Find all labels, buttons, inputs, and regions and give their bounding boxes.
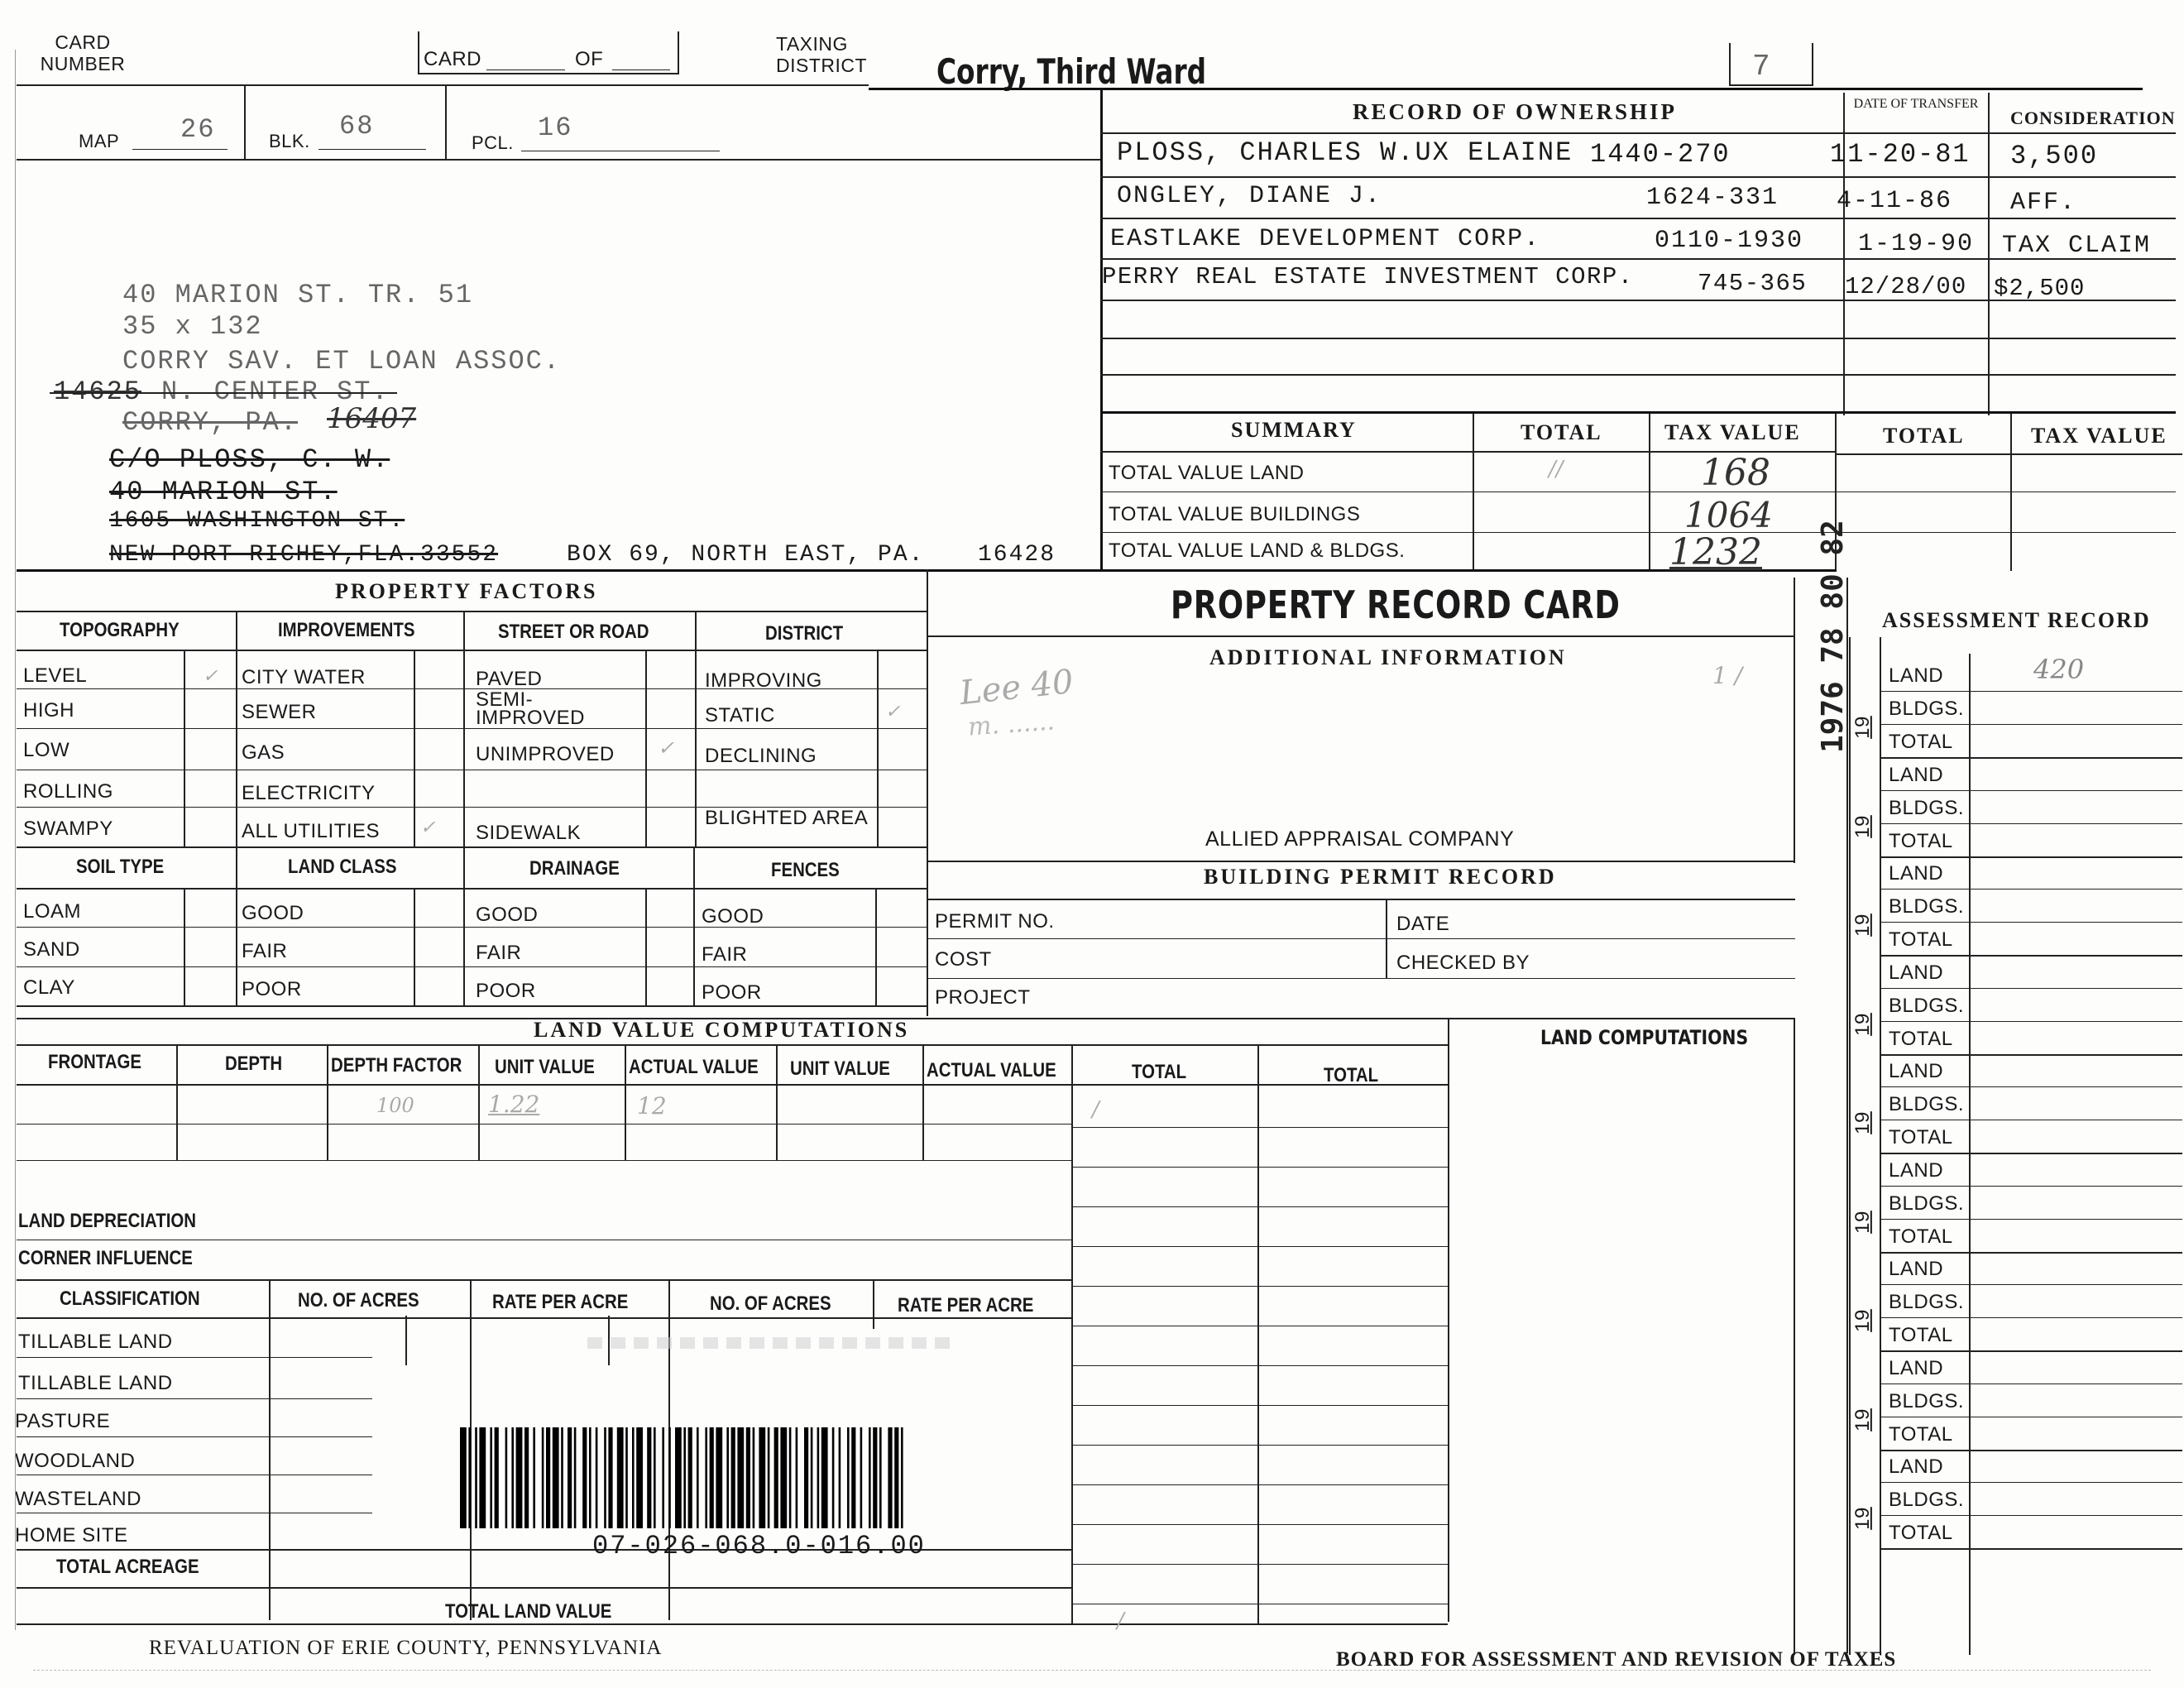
lv-unit-value-header-2: UNIT VALUE [790,1057,890,1080]
blk-label: BLK. [269,131,310,151]
barcode-bar [731,1427,735,1528]
assessment-total-label: TOTAL [1889,1225,1953,1248]
barcode-bar [710,1427,714,1528]
assessment-total-label: TOTAL [1889,829,1953,852]
owner-4: PERRY REAL ESTATE INVESTMENT CORP. [1102,263,1634,290]
additional-info-scribble: Lee 40 [957,662,1075,713]
barcode-bar [475,1427,477,1528]
barcode-bar [625,1427,628,1528]
barcode-bar [574,1427,577,1528]
summary-tax-value-3: 1232 [1669,531,1762,573]
permit-date-label: DATE [1396,913,1450,935]
barcode-bar [726,1427,729,1528]
deed-4: 745-365 [1698,270,1808,297]
owner-2: ONGLEY, DIANE J. [1117,182,1382,210]
topo-rolling: ROLLING [23,780,113,803]
imp-electricity: ELECTRICITY [242,782,376,804]
barcode-bar [468,1427,471,1528]
barcode-bar [568,1427,572,1528]
soil-type-header: SOIL TYPE [76,856,165,878]
ownership-title: RECORD OF OWNERSHIP [1353,99,1678,124]
permit-checked-by-label: CHECKED BY [1396,952,1530,974]
barcode-bar [668,1427,671,1528]
assessment-bldgs-label: BLDGS. [1889,1489,1965,1511]
summary-total-header: TOTAL [1521,420,1602,444]
assessment-year-prefix: 19 [1851,1111,1874,1134]
soil-sand: SAND [23,938,80,961]
assessment-land-label: LAND [1889,1158,1944,1182]
deed-2: 1624-331 [1646,184,1779,212]
allied-appraisal: ALLIED APPRAISAL COMPANY [1205,827,1515,851]
barcode-bar [774,1427,778,1528]
static-check: ✓ [885,702,901,722]
barcode-bar [780,1427,787,1528]
date-4: 12/28/00 [1845,273,1967,300]
assessment-year-prefix: 19 [1851,1012,1874,1036]
acres-header-2: NO. OF ACRES [710,1292,831,1315]
barcode-bar [524,1427,529,1528]
barcode-bar [804,1427,808,1528]
barcode-bar [511,1427,514,1528]
land-computation-rule [1071,1246,1448,1247]
first-land-value: 420 [2033,654,2085,685]
barcode-bar [796,1427,798,1528]
card-number-label: CARD NUMBER [40,31,126,74]
barcode-bar [746,1427,750,1528]
lv-total-header: TOTAL [1132,1061,1187,1083]
permit-title: BUILDING PERMIT RECORD [1204,865,1557,889]
land-computations-title: LAND COMPUTATIONS [1540,1026,1749,1049]
class-pasture: PASTURE [15,1410,111,1432]
topo-swampy: SWAMPY [23,818,113,840]
footer-right: BOARD FOR ASSESSMENT AND REVISION OF TAXES [1336,1648,1897,1671]
assessment-bldgs-label: BLDGS. [1889,1192,1965,1215]
assessment-bldgs-label: BLDGS. [1889,895,1965,918]
barcode-top-text [587,1337,951,1349]
permit-project-label: PROJECT [935,986,1031,1009]
consideration-2: AFF. [2010,189,2077,217]
land-class-poor: POOR [242,978,302,1000]
class-woodland: WOODLAND [15,1450,136,1472]
barcode-bar [811,1427,813,1528]
address-line-9: BOX 69, NORTH EAST, PA. [567,542,925,568]
barcode-bar [582,1427,587,1528]
property-factors-title: PROPERTY FACTORS [335,579,598,603]
assessment-total-label: TOTAL [1889,1422,1953,1446]
summary-tax-value-2: 1064 [1684,495,1773,535]
summary-title: SUMMARY [1231,418,1357,442]
lv-unit-value-header: UNIT VALUE [495,1056,595,1078]
street-sidewalk: SIDEWALK [476,822,582,844]
topo-low: LOW [23,739,70,761]
drainage-header: DRAINAGE [529,857,620,880]
land-computation-rule [1071,1405,1448,1406]
address-line-4-prefix: 14625 [54,376,142,407]
total-land-value-mark: / [1117,1609,1124,1633]
utilities-check: ✓ [420,818,436,838]
barcode-bar [604,1427,606,1528]
boxed-number-value: 7 [1752,50,1770,84]
barcode-bar [505,1427,508,1528]
lv-depth-factor-header: DEPTH FACTOR [331,1054,462,1077]
unimproved-check: ✓ [658,736,675,760]
summary-tax-value-1: 168 [1701,452,1770,494]
district-declining: DECLINING [705,745,817,767]
total-acreage-label: TOTAL ACREAGE [56,1556,199,1578]
street-header: STREET OR ROAD [498,621,649,643]
blk-value: 68 [339,111,375,141]
consideration-header: CONSIDERATION [2010,108,2176,128]
assessment-land-label: LAND [1889,763,1944,786]
barcode-bar [542,1427,544,1528]
land-computation-rule [1071,1206,1448,1207]
acres-header: NO. OF ACRES [298,1289,419,1312]
land-class-good: GOOD [242,902,304,924]
barcode-bar [479,1427,486,1528]
class-tillable-1: TILLABLE LAND [18,1331,173,1353]
fences-header: FENCES [771,859,840,881]
barcode-bar [533,1427,535,1528]
soil-clay: CLAY [23,976,75,999]
deed-1: 1440-270 [1590,139,1731,170]
pcl-value: 16 [538,113,573,143]
assessment-title: ASSESSMENT RECORD [1882,608,2151,632]
address-line-2: 35 x 132 [122,311,263,342]
additional-info-scribble-2: m. ...... [966,707,1056,742]
barcode-bar [789,1427,792,1528]
street-unimproved: UNIMPROVED [476,743,615,765]
address-line-5-zip: 16407 [327,402,417,435]
taxing-district-value: Corry, Third Ward [936,51,1207,92]
barcode-bar [860,1427,863,1528]
barcode-bar [894,1427,898,1528]
assessment-total-label: TOTAL [1889,731,1953,753]
address-line-7: 40 MARION ST. [109,477,338,507]
barcode-bar [632,1427,635,1528]
district-static: STATIC [705,704,775,727]
footer-left: REVALUATION OF ERIE COUNTY, PENNSYLVANIA [149,1637,663,1659]
assessment-total-label: TOTAL [1889,1027,1953,1050]
drainage-poor: POOR [476,980,536,1002]
assessment-land-label: LAND [1889,961,1944,984]
imp-gas: GAS [242,741,285,764]
topography-header: TOPOGRAPHY [60,619,180,641]
barcode-bar [546,1427,550,1528]
assessment-land-label: LAND [1889,862,1944,885]
summary-total-1: // [1549,457,1564,482]
barcode-bar [697,1427,699,1528]
summary-label-2: TOTAL VALUE BUILDINGS [1109,503,1361,525]
lv-total-header-2: TOTAL [1324,1064,1379,1086]
assessment-total-label: TOTAL [1889,1126,1953,1149]
consideration-4: $2,500 [1994,275,2086,302]
date-2: 4-11-86 [1837,187,1953,215]
class-wasteland: WASTELAND [15,1488,141,1510]
barcode-bar [617,1427,624,1528]
assessment-year-prefix: 19 [1851,914,1874,937]
lv-actual-value-header-2: ACTUAL VALUE [927,1059,1056,1081]
barcode-bar [561,1427,563,1528]
date-1: 11-20-81 [1830,139,1971,170]
assessment-year-prefix: 19 [1851,1210,1874,1234]
rate-header-2: RATE PER ACRE [898,1294,1034,1316]
taxing-district-label: TAXING DISTRICT [776,33,868,76]
barcode-bar [460,1427,467,1528]
district-improving: IMPROVING [705,669,822,692]
summary-label-1: TOTAL VALUE LAND [1109,462,1305,484]
summary-label-3: TOTAL VALUE LAND & BLDGS. [1109,539,1406,562]
assessment-total-label: TOTAL [1889,1522,1953,1544]
barcode-bar [821,1427,828,1528]
consideration-1: 3,500 [2010,141,2099,171]
barcode-bar [869,1427,871,1528]
imp-city-water: CITY WATER [242,666,366,688]
drainage-good: GOOD [476,904,539,926]
topo-level: LEVEL [23,664,88,687]
barcode-bar [495,1427,499,1528]
pcl-label: PCL. [472,132,514,153]
land-computation-rule [1071,1127,1448,1128]
barcode-bar [851,1427,855,1528]
permit-no-label: PERMIT NO. [935,910,1055,933]
assessment-land-label: LAND [1889,1356,1944,1379]
barcode-bar [683,1427,686,1528]
lv-scribble-3: 12 [637,1092,667,1120]
land-depreciation-label: LAND DEPRECIATION [18,1210,196,1232]
land-value-title: LAND VALUE COMPUTATIONS [534,1018,910,1042]
barcode-bar [737,1427,744,1528]
district-header: DISTRICT [765,622,844,645]
additional-info-title: ADDITIONAL INFORMATION [1209,645,1567,669]
address-line-5: CORRY, PA. [122,407,299,438]
summary-tax-value-header-2: TAX VALUE [2031,424,2167,448]
owner-1: PLOSS, CHARLES W.UX ELAINE [1117,137,1573,168]
topo-high: HIGH [23,699,74,722]
barcode-bar [553,1427,559,1528]
address-line-1: 40 MARION ST. TR. 51 [122,280,474,310]
lv-frontage-header: FRONTAGE [48,1051,141,1073]
lv-scribble-4: / [1092,1097,1099,1122]
drainage-fair: FAIR [476,942,522,964]
map-value: 26 [180,114,216,145]
date-3: 1-19-90 [1858,230,1975,258]
assessment-land-label: LAND [1889,1060,1944,1082]
barcode-bar [847,1427,850,1528]
barcode-bar [654,1427,656,1528]
barcode-bar [490,1427,492,1528]
assessment-year-prefix: 19 [1851,814,1874,838]
barcode-bar [753,1427,755,1528]
land-computation-rule [1071,1564,1448,1565]
additional-info-mark: 1 / [1712,662,1743,689]
class-home-site: HOME SITE [15,1524,128,1547]
land-class-fair: FAIR [242,940,288,962]
card-label: CARD [424,48,482,70]
permit-cost-label: COST [935,948,992,971]
barcode-bar [636,1427,643,1528]
barcode-bar [832,1427,835,1528]
fences-fair: FAIR [702,943,748,966]
boxed-number [1729,43,1813,86]
street-paved: PAVED [476,668,543,690]
fences-good: GOOD [702,905,764,928]
assessment-land-label: LAND [1889,1258,1944,1280]
barcode-bar [705,1427,707,1528]
date-of-transfer-header: DATE OF TRANSFER [1853,97,1979,111]
barcode-number: 07-026-068.0-016.00 [592,1531,926,1561]
address-line-9-struck: NEW PORT RICHEY,FLA.33552 [109,542,499,568]
land-computation-rule [1071,1524,1448,1525]
address-line-4: N. CENTER ST. [161,376,390,407]
barcode-bar [759,1427,765,1528]
owner-3: EASTLAKE DEVELOPMENT CORP. [1110,225,1541,253]
assessment-land-label: LAND [1889,664,1944,687]
address-line-6: C/O PLOSS, C. W. [109,444,390,475]
of-label: OF [575,48,604,70]
soil-loam: LOAM [23,900,82,923]
assessment-bldgs-label: BLDGS. [1889,1093,1965,1115]
assessment-bldgs-label: BLDGS. [1889,1389,1965,1412]
barcode-bar [608,1427,612,1528]
barcode-bar [675,1427,682,1528]
assessment-year-prefix: 19 [1851,1407,1874,1431]
total-land-value-label: TOTAL LAND VALUE [445,1600,612,1623]
barcode-bar [647,1427,651,1528]
level-check: ✓ [203,666,218,687]
map-label: MAP [79,131,120,151]
barcode-bar [879,1427,882,1528]
lv-scribble-2: 1.22 [488,1091,540,1118]
imp-all-utilities: ALL UTILITIES [242,820,380,842]
improvements-header: IMPROVEMENTS [278,619,415,641]
barcode-bar [839,1427,841,1528]
class-tillable-2: TILLABLE LAND [18,1372,173,1394]
district-blighted: BLIGHTED AREA [705,807,869,829]
assessment-land-label: LAND [1889,1455,1944,1478]
summary-tax-value-header: TAX VALUE [1664,420,1801,444]
land-computation-rule [1071,1286,1448,1287]
assessment-year-prefix: 19 [1851,716,1874,739]
lv-depth-header: DEPTH [225,1053,283,1075]
stamped-years: 1976 78 80 82 [1816,520,1850,753]
barcode-bar [596,1427,598,1528]
corner-influence-label: CORNER INFLUENCE [18,1247,193,1269]
barcode-bar [901,1427,903,1528]
assessment-bldgs-label: BLDGS. [1889,1291,1965,1313]
imp-sewer: SEWER [242,701,317,723]
assessment-year-prefix: 19 [1851,1507,1874,1530]
address-line-8: 1605 WASHINGTON ST. [109,508,405,534]
street-semi-improved: SEMI- IMPROVED [476,688,586,729]
summary-total-header-2: TOTAL [1883,424,1965,448]
barcode-bar [716,1427,722,1528]
barcode-bar [662,1427,664,1528]
assessment-total-label: TOTAL [1889,1324,1953,1346]
barcode [460,1427,1114,1528]
card-title: PROPERTY RECORD CARD [1171,583,1621,627]
assessment-total-label: TOTAL [1889,928,1953,951]
deed-3: 0110-1930 [1655,227,1804,255]
address-line-9-zip: 16428 [978,542,1056,568]
land-computation-rule [1071,1167,1448,1168]
rate-header: RATE PER ACRE [492,1291,629,1313]
barcode-bar [817,1427,820,1528]
barcode-bar [589,1427,592,1528]
classification-header: CLASSIFICATION [60,1288,200,1310]
assessment-bldgs-label: BLDGS. [1889,796,1965,819]
assessment-bldgs-label: BLDGS. [1889,994,1965,1017]
address-line-3: CORRY SAV. ET LOAN ASSOC. [122,346,562,376]
lv-actual-value-header: ACTUAL VALUE [629,1056,759,1078]
barcode-bar [688,1427,692,1528]
barcode-bar [873,1427,877,1528]
fences-poor: POOR [702,981,762,1004]
land-computation-rule [1071,1365,1448,1366]
left-edge [15,50,16,1630]
land-class-header: LAND CLASS [288,856,397,878]
assessment-bldgs-label: BLDGS. [1889,698,1965,720]
assessment-year-prefix: 19 [1851,1309,1874,1332]
land-computation-rule [1071,1484,1448,1485]
lv-scribble-1: 100 [376,1094,414,1117]
barcode-bar [516,1427,523,1528]
consideration-3: TAX CLAIM [2002,232,2152,260]
land-computation-rule [1071,1445,1448,1446]
barcode-bar [888,1427,892,1528]
barcode-bar [768,1427,770,1528]
